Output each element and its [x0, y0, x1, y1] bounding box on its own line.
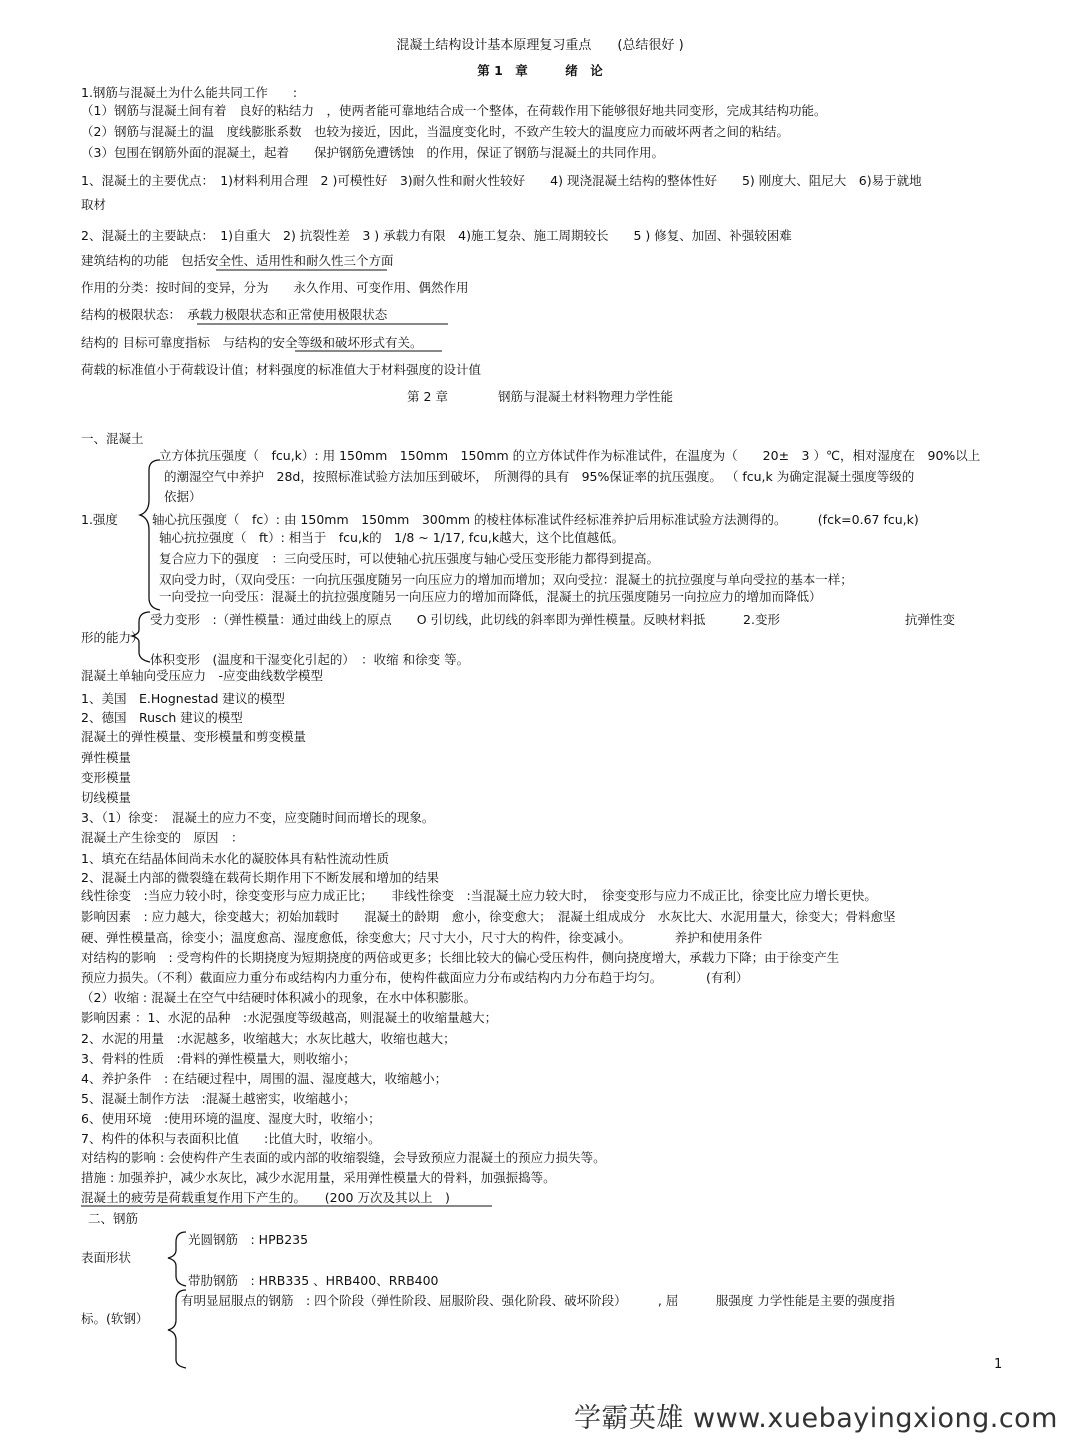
linear-creep: 线性徐变 :当应力较小时，徐变变形与应力成正比； 非线性徐变 :当混凝土应力较大时， 徐变变形与应力不成正比，徐变比应力增长更快。 [81, 888, 877, 903]
axial-compressive-strength: 轴心抗压强度（ fc）: 由 150mm 150mm 300mm 的棱柱体标准试件经标准养护后用标准试验方法测得的。 (fck=0.67 fcu,k) [152, 512, 919, 527]
shrink-factor-4: 4、养护条件 : 在结硬过程中，周围的温、湿度越大，收缩越小； [81, 1071, 448, 1086]
limit-states: 结构的极限状态： 承载力极限状态和正常使用极限状态 [81, 307, 388, 322]
creep-cause-2: 2、混凝土内部的微裂缝在载荷长期作用下不断发展和增加的结果 [81, 870, 439, 885]
shrink-factor-6: 6、使用环境 :使用环境的温度、湿度大时，收缩小； [81, 1111, 381, 1126]
tangent-modulus: 切线模量 [81, 790, 132, 805]
shrink-measures: 措施 : 加强养护，减少水灰比，减少水泥用量，采用弹性模量大的骨料，加强振捣等。 [81, 1170, 556, 1185]
axial-tensile-strength: 轴心抗拉强度（ ft）: 相当于 fcu,k的 1/8 ~ 1/17, fcu,k越大，这个比值越低。 [159, 530, 625, 545]
stress-strain-model: 混凝土单轴向受压应力 -应变曲线数学模型 [81, 668, 324, 683]
biaxial-1: 双向受力时，（双向受压：一向抗压强度随另一向压应力的增加而增加；双向受拉：混凝土的抗拉强度与单向受拉的基本一样； [159, 572, 853, 587]
deformation-modulus: 变形模量 [81, 770, 132, 785]
chapter-2-heading: 第 2 章 钢筋与混凝土材料物理力学性能 [407, 389, 673, 404]
load-deformation-1: 受力变形 :（弹性模量：通过曲线上的原点 O 引切线，此切线的斜率即为弹性模量。反映材料抵 2.变形 抗弹性变 [150, 612, 955, 627]
moduli-heading: 混凝土的弹性模量、变形模量和剪变模量 [81, 729, 307, 744]
load-strength-values: 荷载的标准值小于荷载设计值；材料强度的标准值大于材料强度的设计值 [81, 362, 482, 377]
document-title: 混凝土结构设计基本原理复习重点 (总结很好 ) [396, 38, 684, 53]
advantages-line-2: 取材 [81, 197, 107, 212]
creep-factors-1: 影响因素 : 应力越大，徐变越大；初始加载时 混凝土的龄期 愈小，徐变愈大； 混凝土组成成分 水灰比大、水泥用量大，徐变大；骨料愈坚 [81, 909, 896, 924]
strength-label: 1.强度 [81, 512, 118, 527]
creep-effect-2: 预应力损失。（不利）截面应力重分布或结构内力重分布，使构件截面应力分布或结构内力分布趋于均匀。 (有利） [81, 970, 749, 985]
ribbed-bar: 带肋钢筋 : HRB335 、HRB400、RRB400 [188, 1273, 439, 1288]
q1-answer-2: （2）钢筋与混凝土的温 度线膨胀系数 也较为接近，因此，当温度变化时，不致产生较大的温度应力而破坏两者之间的粘结。 [81, 124, 789, 139]
creep-cause-heading: 混凝土产生徐变的 原因 ： [81, 830, 244, 845]
model-1: 1、美国 E.Hognestad 建议的模型 [81, 691, 285, 706]
page-number: 1 [994, 1357, 1003, 1372]
shrink-factor-7: 7、构件的体积与表面积比值 :比值大时，收缩小。 [81, 1131, 381, 1146]
surface-shape-label: 表面形状 [81, 1250, 132, 1265]
biaxial-2: 一向受拉一向受压：混凝土的抗拉强度随另一向压应力的增加而降低，混凝土的抗压强度随另一向拉应力的增加而降低） [159, 589, 822, 604]
plain-round-bar: 光圆钢筋 : HPB235 [188, 1232, 309, 1247]
shrink-factor-3: 3、骨料的性质 :骨料的弹性模量大，则收缩小； [81, 1051, 356, 1066]
cube-strength-3: 依据） [164, 489, 202, 504]
shrink-factor-2: 2、水泥的用量 :水泥越多，收缩越大；水灰比越大，收缩也越大； [81, 1031, 456, 1046]
elastic-modulus: 弹性模量 [81, 750, 132, 765]
advantages-line-1: 1、混凝土的主要优点： 1)材料利用合理 2 )可模性好 3)耐久性和耐火性较好 4) 现浇混凝土结构的整体性好 5) 刚度大、阻尼大 6)易于就地 [81, 173, 922, 188]
action-classification: 作用的分类：按时间的变异，分为 永久作用、可变作用、偶然作用 [81, 280, 469, 295]
cube-strength-1: 立方体抗压强度（ fcu,k）: 用 150mm 150mm 150mm 的立方体试件作为标准试件，在温度为（ 20± 3 ）℃，相对湿度在 90%以上 [159, 448, 981, 463]
q1-answer-1: （1）钢筋与混凝土间有着 良好的粘结力 ，使两者能可靠地结合成一个整体，在荷载作用下能够很好地共同变形，完成其结构功能。 [81, 103, 827, 118]
creep-cause-1: 1、填充在结晶体间尚未水化的凝胶体具有粘性流动性质 [81, 851, 389, 866]
question-1: 1.钢筋与混凝土为什么能共同工作 : [81, 85, 298, 100]
section-concrete: 一、混凝土 [81, 431, 144, 446]
shrink-effect: 对结构的影响 : 会使构件产生表面的或内部的收缩裂缝，会导致预应力混凝土的预应力损失等。 [81, 1150, 606, 1165]
creep-definition: 3、（1）徐变： 混凝土的应力不变，应变随时间而增长的现象。 [81, 810, 435, 825]
fatigue-note: 混凝土的疲劳是荷载重复作用下产生的。 (200 万次及其以上 ) [81, 1190, 450, 1205]
q1-answer-3: （3）包围在钢筋外面的混凝土，起着 保护钢筋免遭锈蚀 的作用，保证了钢筋与混凝土的共同作用。 [81, 145, 664, 160]
section-steel: 二、钢筋 [88, 1211, 139, 1226]
model-2: 2、德国 Rusch 建议的模型 [81, 710, 243, 725]
shrink-factor-5: 5、混凝土制作方法 :混凝土越密实，收缩越小； [81, 1091, 356, 1106]
combined-stress-strength: 复合应力下的强度 ：三向受压时，可以使轴心抗压强度与轴心受压变形能力都得到提高。 [159, 551, 660, 566]
load-deformation-2: 形的能力） [81, 630, 144, 645]
shrinkage-definition: （2）收缩 : 混凝土在空气中结硬时体积减小的现象，在水中体积膨胀。 [81, 990, 477, 1005]
chapter-1-heading: 第 1 章 绪 论 [477, 63, 603, 78]
creep-effect-1: 对结构的影响 : 受弯构件的长期挠度为短期挠度的两倍或更多；长细比较大的偏心受压构件，侧向挠度增大，承载力下降；由于徐变产生 [81, 950, 840, 965]
volume-deformation: 体积变形 (温度和干湿变化引起的） ：收缩 和徐变 等。 [150, 652, 470, 667]
creep-factors-2: 硬、弹性模量高，徐变小；温度愈高、湿度愈低，徐变愈大；尺寸大小，尺寸大的构件，徐变减小。 养护和使用条件 [81, 930, 763, 945]
watermark-footer: 学霸英雄 www.xuebayingxiong.com [573, 1403, 1058, 1434]
disadvantages: 2、混凝土的主要缺点： 1)自重大 2) 抗裂性差 3 ) 承载力有限 4)施工复杂、施工周期较长 5 ) 修复、加固、补强较困难 [81, 228, 792, 243]
structure-function: 建筑结构的功能 包括安全性、适用性和耐久性三个方面 [81, 253, 394, 268]
shrink-factor-1: 影响因素 ：1、水泥的品种 :水泥强度等级越高，则混凝土的收缩量越大； [81, 1010, 498, 1025]
yield-point-steel-1: 有明显屈服点的钢筋 : 四个阶段（弹性阶段、屈服阶段、强化阶段、破坏阶段） , 屈 服强度 力学性能是主要的强度指 [181, 1293, 895, 1308]
cube-strength-2: 的潮湿空气中养护 28d，按照标准试验方法加压到破坏， 所测得的具有 95%保证率的抗压强度。 （ fcu,k 为确定混凝土强度等级的 [164, 469, 915, 484]
yield-point-steel-2: 标。(软钢） [81, 1311, 149, 1326]
reliability-index: 结构的 目标可靠度指标 与结构的安全等级和破坏形式有关。 [81, 335, 423, 350]
